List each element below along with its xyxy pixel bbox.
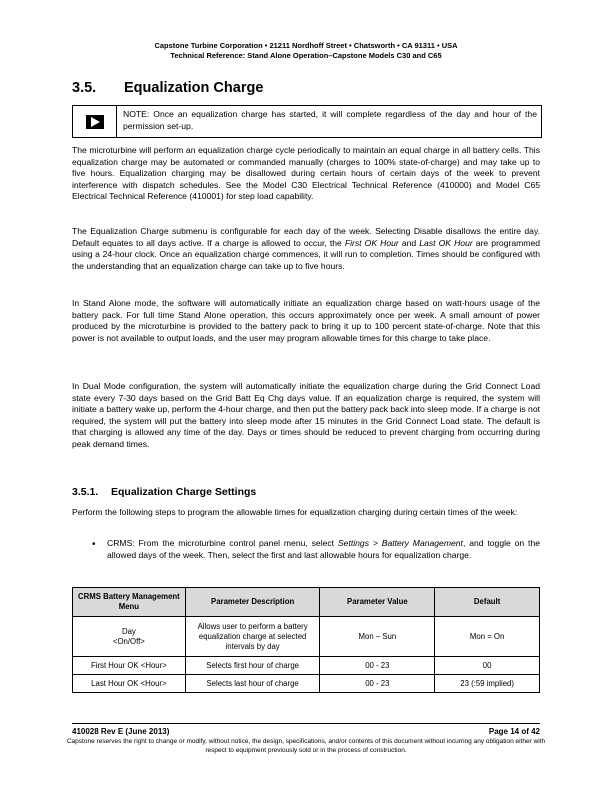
- bullet-icon: •: [92, 539, 96, 550]
- subsection-heading: [72, 486, 256, 498]
- subsection-title: Equalization Charge Settings: [111, 486, 257, 498]
- paragraph-submenu: [72, 226, 540, 272]
- section-heading: [72, 80, 263, 96]
- bullet-crms: [107, 538, 540, 561]
- paragraph-dual-mode: In Dual Mode configuration, the system will automatically initiate the equalization charge during the Grid Connect Load state every 7-30 days based on the Grid Batt Eq Chg days value. If an equalization charge is required, the system will initiate a battery wake up, perform the 4-hour charge, and then put the battery pack back into sleep mode. If a charge is not required, the system will put the battery into sleep mode after 15 minutes in the Grid Connect Load state. The default is that charging is allowed any time of the day. Days or times should be reduced to prevent charging from occurring during peak demand times.: [72, 381, 540, 449]
- subsection-number: 3.5.1.: [72, 486, 99, 498]
- cell-default: 00: [435, 657, 540, 675]
- section-title: Equalization Charge: [124, 80, 264, 96]
- footer-page-number: Page 14 of 42: [488, 727, 540, 736]
- first-ok-hour-term: First OK Hour: [344, 237, 399, 248]
- bullet-text-2: , and toggle on the allowed days of the week. Then, select the first and last allowable hours for equalization charge.: [107, 538, 540, 560]
- cell-value: Mon – Sun: [320, 617, 435, 657]
- footer-doc-number: 410028 Rev E (June 2013): [72, 727, 170, 736]
- table-row: [73, 675, 540, 693]
- settings-intro: Perform the following steps to program the allowable times for equalization charging during certain times of the week:: [72, 507, 518, 517]
- section-number: 3.5.: [72, 80, 97, 96]
- table-row: [73, 657, 540, 675]
- page-header: [0, 41, 612, 61]
- arrow-right-icon: [86, 115, 104, 129]
- cell-menu: First Hour OK <Hour>: [73, 657, 186, 675]
- header-default: Default: [435, 588, 540, 617]
- cell-default: Mon = On: [435, 617, 540, 657]
- cell-menu: Day <On/Off>: [73, 617, 186, 657]
- submenu-text-1: The Equalization Charge submenu is configurable for each day of the week. Selecting Disable disallows the entire day. Default equates to all days active. If a charge is allowed to occur, the: [72, 226, 540, 248]
- table-header-row: [73, 588, 540, 617]
- footer-disclaimer: Capstone reserves the right to change or modify, without notice, the design, specifications, and/or contents of this document without incurring any obligation either with respect to equipment previously sold or in the process of construction.: [66, 738, 546, 754]
- submenu-text-and: and: [398, 237, 420, 248]
- last-ok-hour-term: Last OK Hour: [419, 237, 473, 248]
- header-doc-title: Technical Reference: Stand Alone Operation–Capstone Models C30 and C65: [170, 51, 442, 60]
- menu-path: Settings > Battery Management: [337, 538, 463, 548]
- header-parameter-description: Parameter Description: [185, 588, 320, 617]
- cell-menu: Last Hour OK <Hour>: [73, 675, 186, 693]
- cell-description: Selects last hour of charge: [185, 675, 320, 693]
- cell-description: Selects first hour of charge: [185, 657, 320, 675]
- header-crms-menu: CRMS Battery Management Menu: [73, 588, 186, 617]
- note-text: NOTE: Once an equalization charge has started, it will complete regardless of the day and hour of the permission set-up.: [123, 109, 537, 131]
- cell-value: 00 - 23: [320, 675, 435, 693]
- bullet-text-1: CRMS: From the microturbine control panel menu, select: [107, 538, 338, 548]
- note-icon-cell: [73, 106, 117, 137]
- submenu-text-2: are programmed using a 24-hour clock. Once an equalization charge commences, it will run to completion. Times should be configured with the understanding that an equalization charge can take up to five hours.: [72, 237, 541, 271]
- cell-default: 23 (:59 implied): [435, 675, 540, 693]
- paragraph-stand-alone: In Stand Alone mode, the software will automatically initiate an equalization charge based on watt-hours usage of the battery pack. For full time Stand Alone operation, this occurs approximately once per week. A small amount of power produced by the microturbine is provided to the battery pack to bring it up to 100 percent state-of-charge. Note that this power is not available to output loads, and the user may program allowable times for this charge to take place.: [72, 298, 540, 343]
- cell-description: Allows user to perform a battery equalization charge at selected intervals by day: [185, 617, 320, 657]
- paragraph-intro: The microturbine will perform an equalization charge cycle periodically to maintain an equal charge in all battery cells. This equalization charge may be automated or commanded manually (charges to 100% state-of-charge) and may take up to five hours. Equalization charging may be disallowed during certain hours of certain days of the week to prevent interference with dispatch schedules. See the Model C30 Electrical Technical Reference (410000) and Model C65 Electrical Technical Reference (410001) for step load capability.: [72, 145, 540, 202]
- battery-settings-table: [72, 587, 540, 693]
- note-box: [72, 105, 542, 138]
- header-parameter-value: Parameter Value: [320, 588, 435, 617]
- cell-value: 00 - 23: [320, 657, 435, 675]
- table-row: [73, 617, 540, 657]
- footer-rule: [72, 723, 540, 724]
- header-address: Capstone Turbine Corporation • 21211 Nordhoff Street • Chatsworth • CA 91311 • USA: [154, 41, 458, 50]
